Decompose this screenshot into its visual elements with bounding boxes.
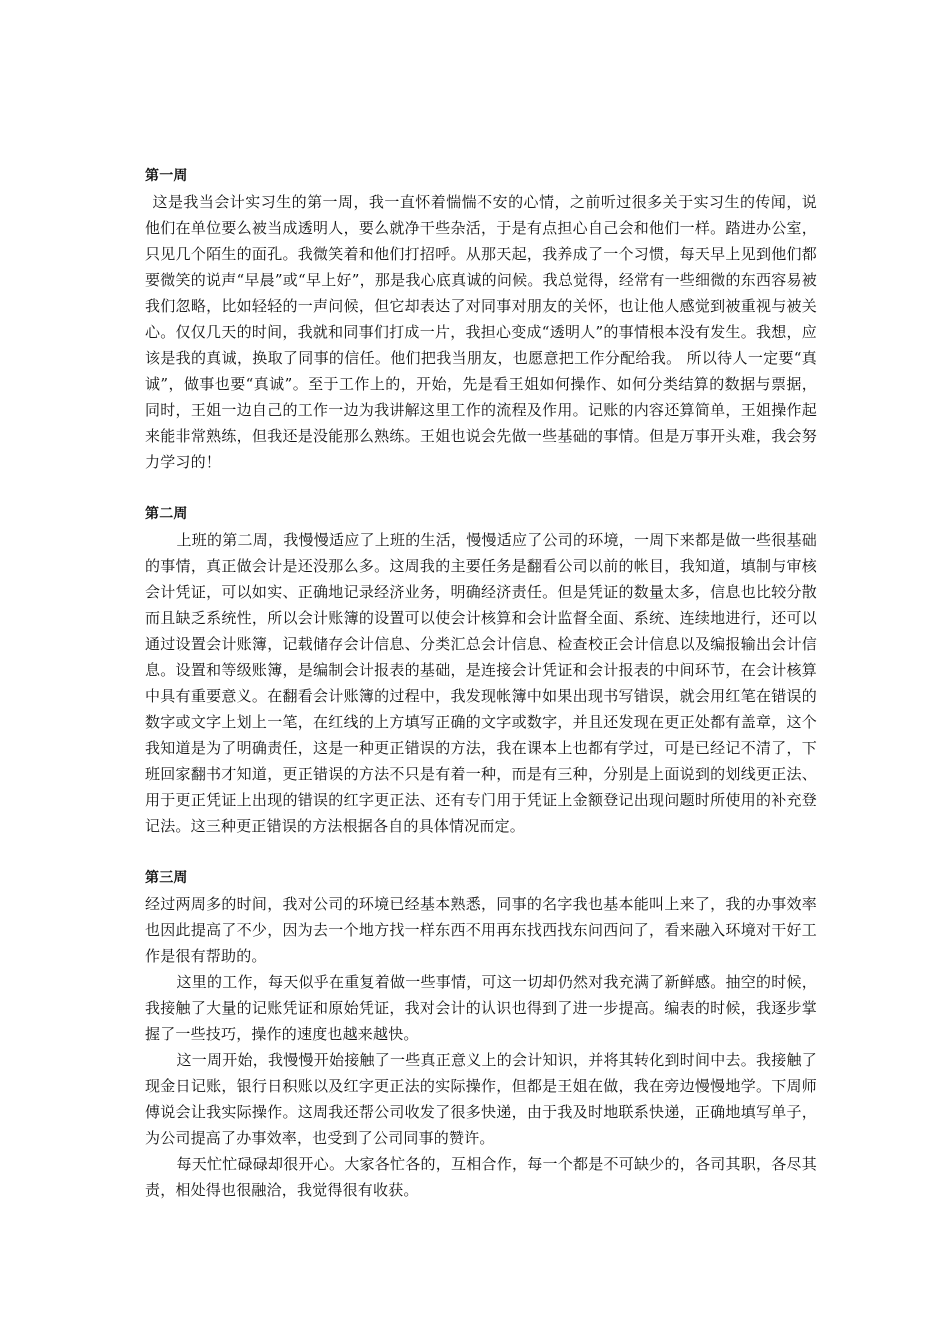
section-heading: 第二周 [145, 506, 188, 522]
section-heading: 第三周 [145, 870, 188, 886]
paragraph: 这是我当会计实习生的第一周，我一直怀着惴惴不安的心情，之前听过很多关于实习生的传闻，说他们在单位要么被当成透明人，要么就净干些杂活，于是有点担心自己会和他们一样。踏进办公室，只见几个陌生的面孔。我微笑着和他们打招呼。从那天起，我养成了一个习惯，每天早上见到他们都要微笑的说声“早晨”或“早上好”，那是我心底真诚的问候。我总觉得，经常有一些细微的东西容易被我们忽略，比如轻轻的一声问候，但它却表达了对同事对朋友的关怀，也让他人感觉到被重视与被关心。仅仅几天的时间，我就和同事们打成一片，我担心变成“透明人”的事情根本没有发生。我想，应该是我的真诚，换取了同事的信任。他们把我当朋友，也愿意把工作分配给我。 所以待人一定要“真诚”，做事也要“真诚”。至于工作上的，开始，先是看王姐如何操作、如何分类结算的数据与票据，同时，王姐一边自己的工作一边为我讲解这里工作的流程及作用。记账的内容还算简单，王姐操作起来能非常熟练，但我还是没能那么熟练。王姐也说会先做一些基础的事情。但是万事开头难，我会努力学习的！ [145, 193, 817, 471]
paragraph: 上班的第二周，我慢慢适应了上班的生活，慢慢适应了公司的环境，一周下来都是做一些很基础的事情，真正做会计是还没那么多。这周我的主要任务是翻看公司以前的帐目，我知道，填制与审核会计凭证，可以如实、正确地记录经济业务，明确经济责任。但是凭证的数量太多，信息也比较分散而且缺乏系统性，所以会计账簿的设置可以使会计核算和会计监督全面、系统、连续地进行，还可以通过设置会计账簿，记载储存会计信息、分类汇总会计信息、检查校正会计信息以及编报输出会计信息。设置和等级账簿，是编制会计报表的基础，是连接会计凭证和会计报表的中间环节，在会计核算中具有重要意义。在翻看会计账簿的过程中，我发现帐簿中如果出现书写错误，就会用红笔在错误的数字或文字上划上一笔，在红线的上方填写正确的文字或数字，并且还发现在更正处都有盖章，这个我知道是为了明确责任，这是一种更正错误的方法，我在课本上也都有学过，可是已经记不清了，下班回家翻书才知道，更正错误的方法不只是有着一种，而是有三种，分别是上面说到的划线更正法、用于更正凭证上出现的错误的红字更正法、还有专门用于凭证上金额登记出现问题时所使用的补充登记法。这三种更正错误的方法根据各自的具体情况而定。 [145, 531, 817, 835]
section-week-1 [145, 163, 817, 475]
paragraph: 经过两周多的时间，我对公司的环境已经基本熟悉，同事的名字我也基本能叫上来了，我的办事效率也因此提高了不少，因为去一个地方找一样东西不用再东找西找东问西问了，看来融入环境对干好工作是很有帮助的。 [145, 895, 817, 965]
paragraph: 这里的工作，每天似乎在重复着做一些事情，可这一切却仍然对我充满了新鲜感。抽空的时候，我接触了大量的记账凭证和原始凭证，我对会计的认识也得到了进一步提高。编表的时候，我逐步掌握了一些技巧，操作的速度也越来越快。 [145, 973, 817, 1043]
section-week-2 [145, 501, 817, 839]
paragraph: 每天忙忙碌碌却很开心。大家各忙各的，互相合作，每一个都是不可缺少的，各司其职，各尽其责，相处得也很融洽，我觉得很有收获。 [145, 1155, 817, 1199]
section-heading: 第一周 [145, 168, 188, 184]
section-week-3 [145, 865, 817, 1203]
document-page [145, 163, 817, 1203]
paragraph: 这一周开始，我慢慢开始接触了一些真正意义上的会计知识，并将其转化到时间中去。我接触了现金日记账，银行日积账以及红字更正法的实际操作，但都是王姐在做，我在旁边慢慢地学。下周师傅说会让我实际操作。这周我还帮公司收发了很多快递，由于我及时地联系快递，正确地填写单子，为公司提高了办事效率，也受到了公司同事的赞许。 [145, 1051, 817, 1147]
